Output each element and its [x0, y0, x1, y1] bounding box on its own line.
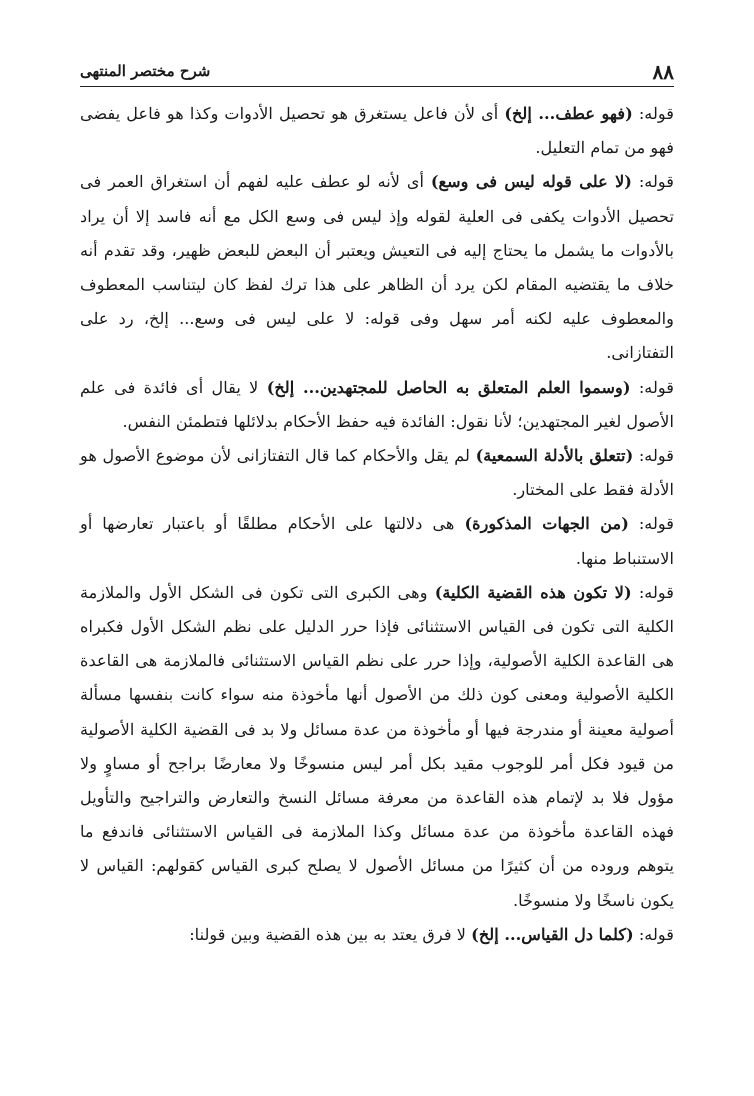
paragraph: [80, 576, 674, 918]
qawl-prefix: قوله:: [628, 514, 674, 534]
qawl-prefix: قوله:: [631, 172, 674, 192]
qawl-prefix: قوله:: [633, 446, 674, 466]
commentary-text: هى دلالتها على الأحكام مطلقًا أو باعتبار تعارضها أو الاستنباط منها.: [80, 514, 674, 568]
commentary-text: لم يقل والأحكام كما قال التفتازانى لأن موضوع الأصول هو الأدلة فقط على المختار.: [80, 446, 674, 500]
commentary-text: لا فرق يعتد به بين هذه القضية وبين قولنا:: [189, 924, 472, 944]
page-header: [80, 58, 674, 87]
running-title: شرح مختصر المنتهى: [80, 62, 211, 80]
lemma-quote: (تتعلق بالأدلة السمعية): [475, 446, 634, 466]
commentary-text: أى لأنه لو عطف عليه لفهم أن استغراق العمر فى تحصيل الأدوات يكفى فى العلية لقوله وإذ ليس فى وسع الكل مع أنه فاسد إلا أن يراد بالأدوات ما يشمل ما يحتاج إليه فى التعيش ويعتبر أن البعض للبعض ظهير، وقد تقدم أنه خلاف ما يقتضيه المقام لكن يرد أن الظاهر على هذا ترك لفظ كان ليتناسب المعطوف والمعطوف عليه لكنه أمر سهل وفى قوله: لا على ليس فى وسع... إلخ، رد على التفتازانى.: [80, 172, 674, 363]
paragraph: [80, 507, 674, 575]
lemma-quote: (من الجهات المذكورة): [464, 514, 629, 534]
paragraph: [80, 918, 674, 952]
qawl-prefix: قوله:: [631, 582, 675, 602]
lemma-quote: (فهو عطف... إلخ): [504, 104, 633, 123]
commentary-text: وهى الكبرى التى تكون فى الشكل الأول والملازمة الكلية التى تكون فى القياس الاستثنائى فإذا حرر الدليل على نظم الشكل الأول فكبراه هى القاعدة الكلية الأصولية، وإذا حرر على نظم القياس الاستثنائى فالملازمة هى القاعدة الكلية الأصولية ومعنى كون ذلك من الأصول أنها مأخوذة منه سواء كانت بنفسها مسألة أصولية معينة أو مندرجة فيها أو مأخوذة من عدة مسائل ولا بد فى القضية الكلية الأصولية من قيود فكل أمر للوجوب مقيد بكل أمر ليس منسوخًا ولا معارضًا براجح أو مساوٍ ولا مؤول فلا بد لإتمام هذه القاعدة من معرفة مسائل النسخ والتعارض والتراجيح والتأويل فهذه القاعدة مأخوذة من عدة مسائل وكذا الملازمة فى القياس الاستثنائى فاندفع ما يتوهم وروده من أن كثيرًا من مسائل الأصول لا يصلح كبرى القياس كقولهم: القياس لا يكون ناسخًا ولا منسوخًا.: [80, 582, 674, 910]
commentary-text: أى لأن فاعل يستغرق هو تحصيل الأدوات وكذا هو فاعل يفضى فهو من تمام التعليل.: [80, 104, 674, 158]
paragraph: [80, 371, 674, 439]
paragraph: [80, 97, 674, 165]
qawl-prefix: قوله:: [633, 924, 674, 944]
paragraph: [80, 439, 674, 507]
commentary-text: لا يقال أى فائدة فى علم الأصول لغير المجتهدين؛ لأنا نقول: الفائدة فيه حفظ الأحكام بدلائلها فتطمئن النفس.: [80, 377, 674, 431]
page-number: ٨٨: [652, 60, 674, 84]
lemma-quote: (لا تكون هذه القضية الكلية): [434, 582, 632, 602]
paragraph: [80, 165, 674, 370]
lemma-quote: (لا على قوله ليس فى وسع): [430, 172, 632, 192]
page-body: [80, 97, 674, 952]
qawl-prefix: قوله:: [630, 377, 674, 397]
qawl-prefix: قوله:: [632, 104, 674, 123]
lemma-quote: (وسموا العلم المتعلق به الحاصل للمجتهدين... إلخ): [266, 377, 631, 397]
lemma-quote: (كلما دل القياس... إلخ): [471, 924, 634, 944]
